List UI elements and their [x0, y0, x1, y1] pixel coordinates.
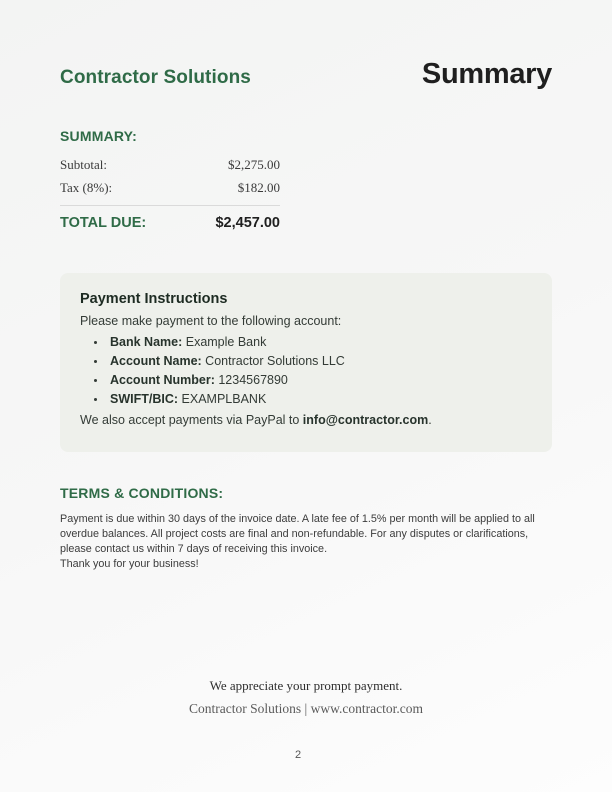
terms-body-text: Payment is due within 30 days of the invoice date. A late fee of 1.5% per month will be applied to all overdue balances. All project costs are final and non-refundable. For any disputes or clarifications, please contact us within 7 days of receiving this invoice. [60, 513, 535, 555]
paypal-note-suffix: . [428, 413, 432, 427]
payment-instructions-title: Payment Instructions [80, 291, 228, 307]
summary-divider [60, 205, 280, 206]
summary-row-tax [60, 180, 280, 196]
payment-detail-swift-bic [107, 390, 532, 409]
detail-label: Bank Name: [110, 335, 183, 349]
summary-table [60, 157, 280, 231]
payment-intro: Please make payment to the following account: [80, 314, 342, 328]
paypal-email-text: info@contractor.com [302, 413, 429, 427]
detail-value: EXAMPLBANK [181, 392, 267, 406]
page-title: Summary [421, 58, 552, 90]
footer-separator: | [301, 701, 311, 716]
payment-detail-account-name [107, 352, 532, 371]
paypal-note-prefix: We also accept payments via PayPal to [80, 413, 303, 427]
payment-detail-account-number [107, 371, 532, 390]
summary-row-subtotal [60, 157, 280, 173]
total-due-value: $2,457.00 [215, 215, 280, 231]
detail-value: Example Bank [185, 335, 267, 349]
terms-heading: TERMS & CONDITIONS: [60, 485, 224, 501]
page-footer [0, 678, 612, 717]
payment-instructions-box [60, 273, 552, 452]
detail-label: Account Number: [110, 373, 215, 387]
detail-value: Contractor Solutions LLC [205, 354, 345, 368]
detail-value: 1234567890 [218, 373, 288, 387]
subtotal-label: Subtotal: [60, 157, 107, 172]
subtotal-value: $2,275.00 [228, 157, 280, 172]
footer-company: Contractor Solutions [189, 701, 302, 716]
footer-website: www.contractor.com [310, 701, 423, 716]
detail-label: SWIFT/BIC: [110, 392, 179, 406]
payment-detail-bank-name [107, 333, 532, 352]
summary-row-total [60, 215, 280, 231]
page-header [60, 58, 552, 91]
tax-value: $182.00 [237, 180, 280, 195]
paypal-note [80, 411, 532, 430]
payment-details-list [80, 333, 532, 409]
footer-note: We appreciate your prompt payment. [209, 678, 403, 693]
tax-label: Tax (8%): [60, 180, 113, 195]
company-brand: Contractor Solutions [60, 67, 251, 88]
detail-label: Account Name: [110, 354, 202, 368]
summary-heading: SUMMARY: [60, 128, 138, 144]
footer-company-line [0, 701, 612, 717]
page-number: 2 [294, 749, 302, 761]
terms-thanks-text: Thank you for your business! [60, 558, 199, 570]
total-due-label: TOTAL DUE: [60, 215, 147, 231]
